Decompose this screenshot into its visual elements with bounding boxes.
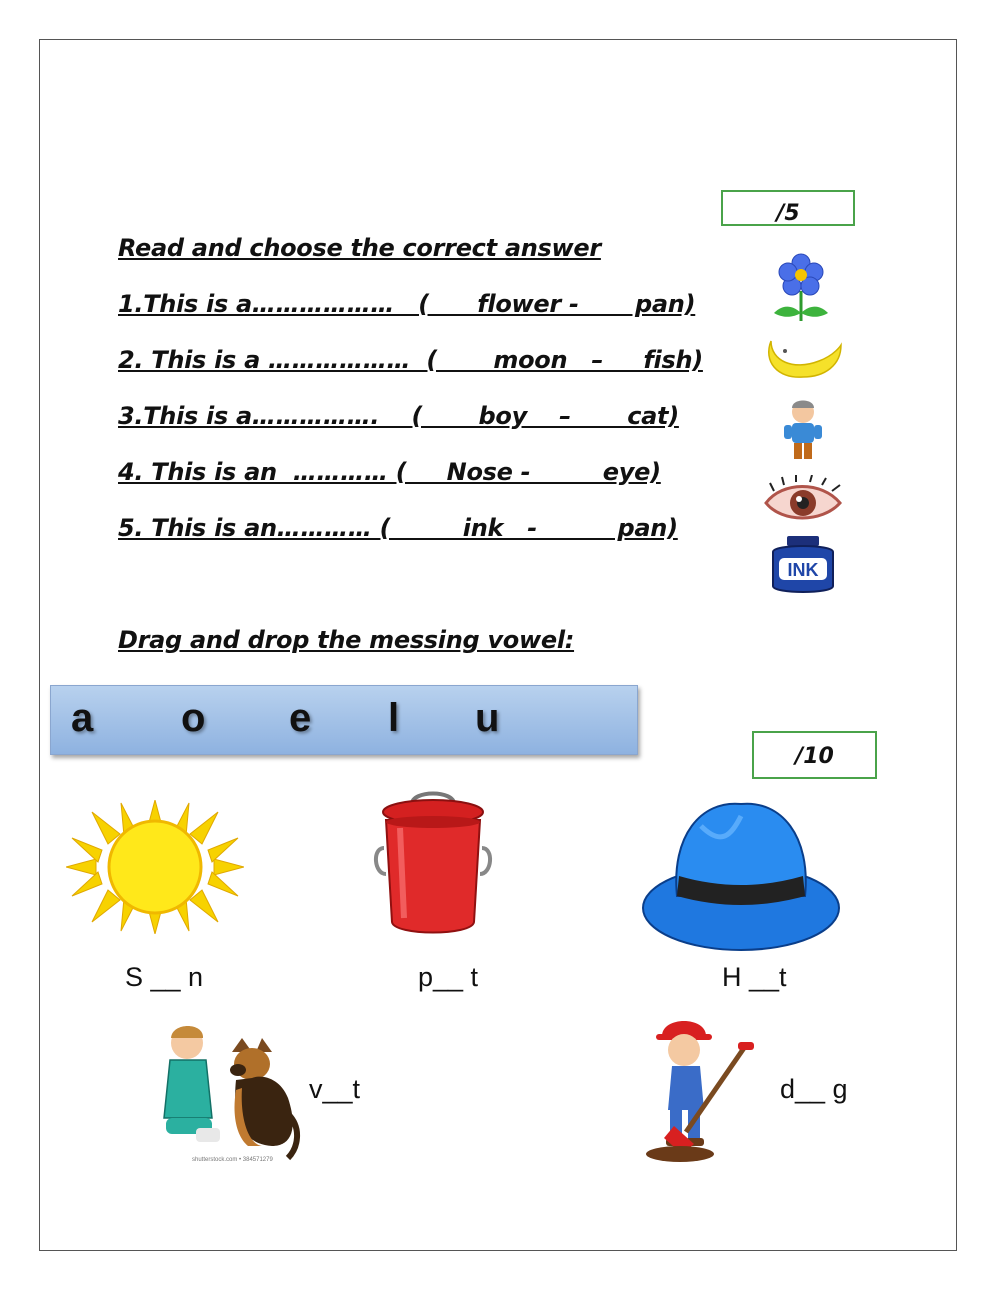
question-1[interactable]: 1.This is a……………… ( flower - pan) (118, 290, 696, 318)
section1-score-box: /5 (721, 190, 855, 226)
vowel-tile[interactable]: e (289, 696, 312, 740)
word-sun[interactable]: S __ n (125, 962, 204, 992)
question-2[interactable]: 2. This is a ……………… ( moon – fish) (118, 346, 703, 374)
vowel-tile[interactable]: u (475, 696, 500, 740)
sun-icon (66, 800, 244, 934)
flower-icon (766, 253, 836, 323)
question-3[interactable]: 3.This is a……………. ( boy – cat) (118, 402, 679, 430)
vet-icon (152, 1018, 302, 1164)
question-5[interactable]: 5. This is an………… ( ink - pan) (118, 514, 678, 542)
word-hat[interactable]: H __t (722, 962, 787, 992)
section1-title: Read and choose the correct answer (118, 234, 601, 262)
svg-text:shutterstock.com • 384571279: shutterstock.com • 384571279 (192, 1157, 273, 1163)
vowel-tile[interactable]: o (181, 696, 206, 740)
word-vet[interactable]: v__t (309, 1074, 361, 1104)
pot-icon (372, 790, 494, 940)
digging-boy-icon (646, 1014, 762, 1164)
vowel-tile[interactable]: l (388, 696, 400, 740)
svg-text:INK: INK (787, 560, 819, 580)
section2-score-box: /10 (752, 731, 877, 779)
word-pot[interactable]: p__ t (418, 962, 479, 992)
boy-icon (770, 398, 836, 464)
question-4[interactable]: 4. This is an ………… ( Nose - eye) (118, 458, 661, 486)
moon-icon (763, 331, 843, 381)
ink-icon (767, 534, 839, 594)
section2-title: Drag and drop the messing vowel: (118, 626, 575, 654)
word-dog[interactable]: d__ g (780, 1074, 848, 1104)
hat-icon (641, 796, 841, 956)
eye-icon (762, 475, 846, 527)
vowel-tile[interactable]: a (71, 696, 94, 740)
vowel-bank (50, 685, 638, 755)
